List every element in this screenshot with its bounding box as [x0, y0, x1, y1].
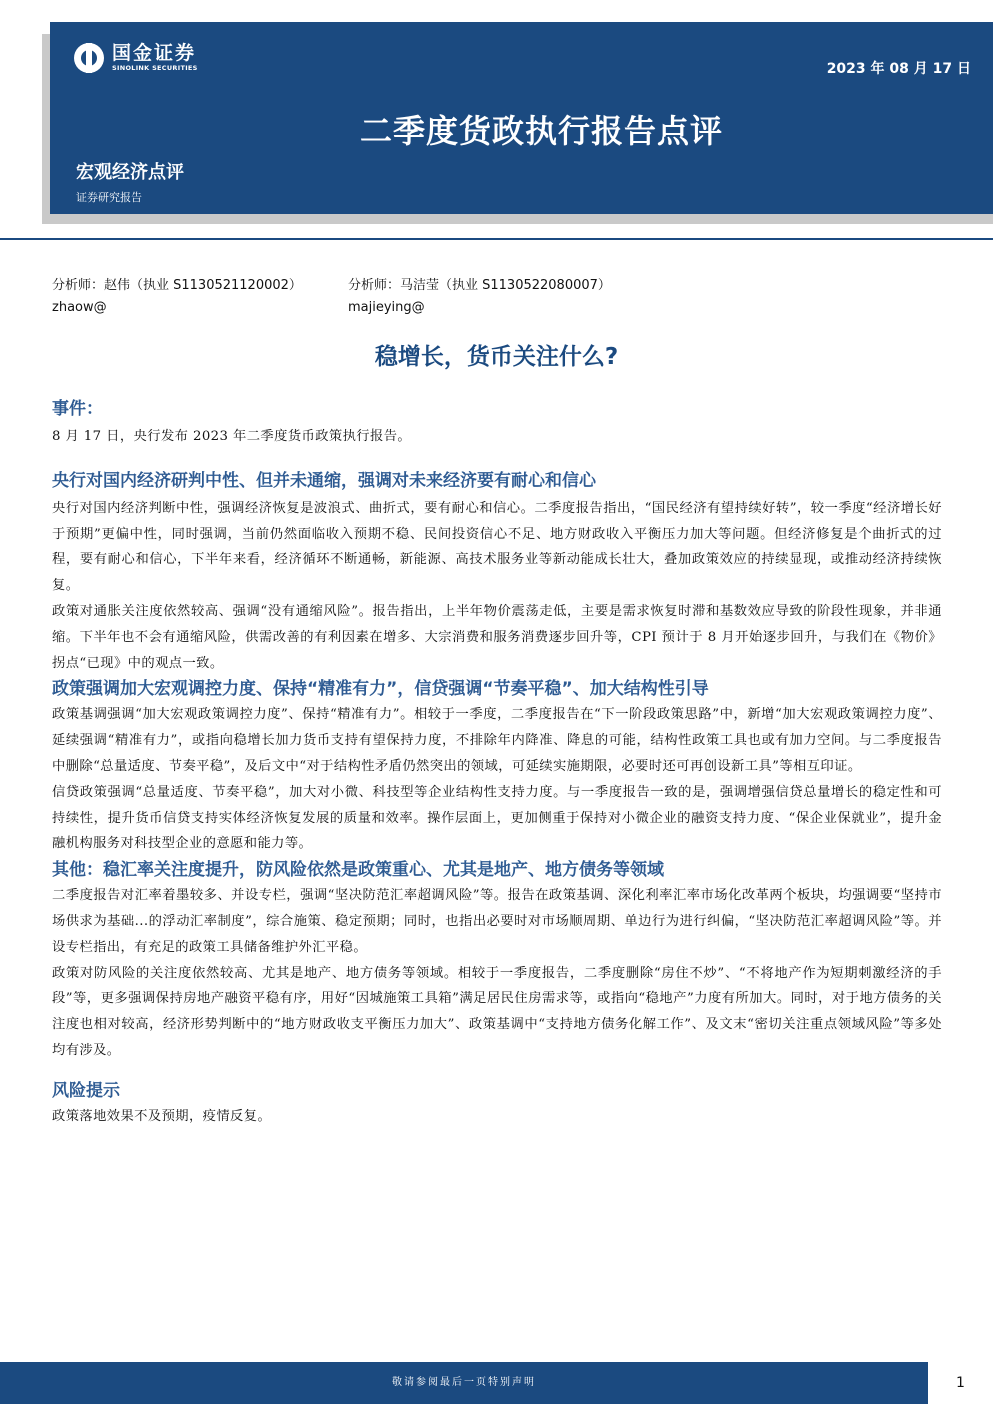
- section-title: 事件：: [52, 399, 103, 419]
- logo-mark-icon: [74, 43, 104, 73]
- analyst-name: 分析师：赵伟（执业 S1130521120002）: [52, 278, 302, 293]
- paragraph: 政策落地效果不及预期，疫情反复。: [52, 1108, 272, 1124]
- section-title: 风险提示: [52, 1080, 120, 1101]
- logo-name-en: SINOLINK SECURITIES: [112, 64, 198, 72]
- analyst-block: [348, 275, 611, 319]
- paragraph: 央行对国内经济判断中性，强调经济恢复是波浪式、曲折式，要有耐心和信心。二季度报告指出，“国民经济有望持续好转”，较一季度“经济增长好于预期”更偏中性，同时强调，当前仍然面临收入预期不稳、民间投资信心不足、地方财政收入平衡压力加大等问题。但经济修复是个曲折式的过程，要有耐心和信心，下半年来看，经济循环不断通畅，新能源、高技术服务业等新动能成长壮大，叠加政策效应的持续显现，或推动经济持续恢复。: [52, 500, 942, 594]
- section-title: 其他：稳汇率关注度提升，防风险依然是政策重心、尤其是地产、地方债务等领域: [52, 860, 664, 881]
- section-title: 政策强调加大宏观调控力度、保持“精准有力”，信贷强调“节奏平稳”、加大结构性引导: [52, 679, 709, 700]
- analyst-block: [52, 275, 302, 319]
- paragraph: 信贷政策强调“总量适度、节奏平稳”，加大对小微、科技型等企业结构性支持力度。与一季度报告一致的是，强调增强信贷总量增长的稳定性和可持续性，提升货币信贷支持实体经济恢复发展的质量和效率。操作层面上，更加侧重于保持对小微企业的融资支持力度、“保企业保就业”，提升金融机构服务对科技型企业的意愿和能力等。: [52, 784, 942, 852]
- paragraph: 政策对防风险的关注度依然较高、尤其是地产、地方债务等领域。相较于一季度报告，二季度删除“房住不炒”、“不将地产作为短期刺激经济的手段”等，更多强调保持房地产融资平稳有序，用好“因城施策工具箱”满足居民住房需求等，或指向“稳地产”力度有所加大。同时，对于地方债务的关注度也相对较高，经济形势判断中的“地方财政收支平衡压力加大”、政策基调中“支持地方债务化解工作”、及文末“密切关注重点领域风险”等多处均有涉及。: [52, 965, 942, 1058]
- paragraph: 8 月 17 日，央行发布 2023 年二季度货币政策执行报告。: [52, 429, 412, 444]
- company-logo: [74, 42, 198, 73]
- paragraph: 政策基调强调“加大宏观政策调控力度”、保持“精准有力”。相较于一季度，二季度报告在“下一阶段政策思路”中，新增“加大宏观政策调控力度”、延续强调“精准有力”，或指向稳增长加力货币支持有望保持力度，不排除年内降准、降息的可能，结构性政策工具也或有加力空间。与二季度报告中删除“总量适度、节奏平稳”，及后文中“对于结构性矛盾仍然突出的领域，可延续实施期限，必要时还可再创设新工具”等相互印证。: [52, 707, 942, 774]
- report-title: 二季度货政执行报告点评: [360, 112, 724, 150]
- report-category: 宏观经济点评: [76, 162, 184, 183]
- paragraph: 政策对通胀关注度依然较高、强调“没有通缩风险”。报告指出，上半年物价震荡走低，主要是需求恢复时滞和基数效应导致的阶段性现象，并非通缩。下半年也不会有通缩风险，供需改善的有利因素在增多、大宗消费和服务消费逐步回升等，CPI 预计于 8 月开始逐步回升，与我们在《物价》拐点“已现》中的观点一致。: [52, 603, 942, 671]
- analyst-name: 分析师：马洁莹（执业 S1130522080007）: [348, 278, 611, 293]
- report-subcategory: 证券研究报告: [76, 191, 142, 204]
- article-headline: 稳增长，货币关注什么?: [374, 344, 619, 370]
- report-body: [52, 396, 942, 1130]
- logo-name-cn: 国金证券: [112, 42, 197, 64]
- analyst-email: majieying@: [348, 300, 425, 315]
- report-header-banner: [50, 22, 993, 214]
- section-title: 央行对国内经济研判中性、但并未通缩，强调对未来经济要有耐心和信心: [52, 470, 596, 491]
- analyst-email: zhaow@: [52, 300, 107, 315]
- report-date: 2023 年 08 月 17 日: [826, 61, 971, 77]
- paragraph: 二季度报告对汇率着墨较多、并设专栏，强调“坚决防范汇率超调风险”等。报告在政策基调、深化利率汇率市场化改革两个板块，均强调要“坚持市场供求为基础...的浮动汇率制度”，综合施策、稳定预期；同时，也指出必要时对市场顺周期、单边行为进行纠偏，“坚决防范汇率超调风险”等。并设专栏指出，有充足的政策工具储备维护外汇平稳。: [52, 888, 942, 955]
- footer-disclaimer: 敬请参阅最后一页特别声明: [0, 1362, 928, 1404]
- page-number: 1: [928, 1362, 993, 1404]
- header-divider: [0, 238, 993, 240]
